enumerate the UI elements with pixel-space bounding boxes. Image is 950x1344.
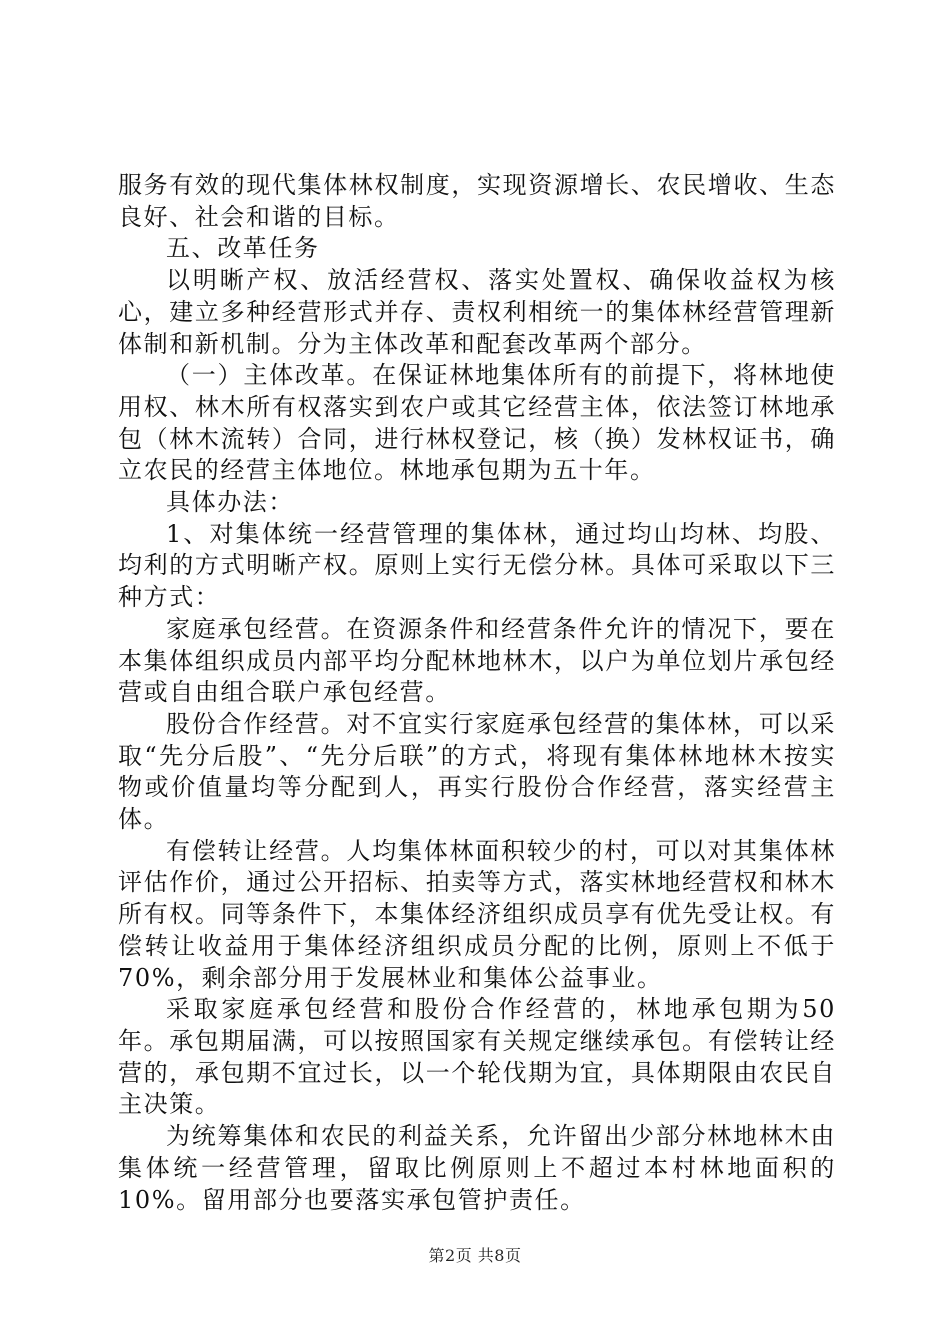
paragraph-7: 家庭承包经营。在资源条件和经营条件允许的情况下，要在本集体组织成员内部平均分配林地林木，以户为单位划片承包经营或自由组合联户承包经营。 (118, 614, 836, 707)
paragraph-11: 为统筹集体和农民的利益关系，允许留出少部分林地林木由集体统一经营管理，留取比例原则上不超过本村林地面积的10%。留用部分也要落实承包管护责任。 (118, 1122, 836, 1214)
paragraph-6: 1、对集体统一经营管理的集体林，通过均山均林、均股、均利的方式明晰产权。原则上实行无偿分林。具体可采取以下三种方式： (118, 519, 836, 612)
paragraph-1: 服务有效的现代集体林权制度，实现资源增长、农民增收、生态良好、社会和谐的目标。 (118, 171, 836, 231)
page-footer: 第2页 共8页 (428, 1246, 522, 1265)
document-body (118, 170, 836, 1216)
paragraph-9: 有偿转让经营。人均集体林面积较少的村，可以对其集体林评估作价，通过公开招标、拍卖等方式，落实林地经营权和林木所有权。同等条件下，本集体经济组织成员享有优先受让权。有偿转让收益用于集体经济组织成员分配的比例，原则上不低于70%，剩余部分用于发展林业和集体公益事业。 (118, 836, 836, 992)
section-heading: 五、改革任务 (166, 234, 320, 263)
paragraph-5: 具体办法： (166, 488, 294, 517)
paragraph-4: （一）主体改革。在保证林地集体所有的前提下，将林地使用权、林木所有权落实到农户或其它经营主体，依法签订林地承包（林木流转）合同，进行林权登记，核（换）发林权证书，确立农民的经营主体地位。林地承包期为五十年。 (118, 361, 836, 485)
paragraph-3: 以明晰产权、放活经营权、落实处置权、确保收益权为核心，建立多种经营形式并存、责权利相统一的集体林经营管理新体制和新机制。分为主体改革和配套改革两个部分。 (118, 266, 836, 358)
paragraph-8: 股份合作经营。对不宜实行家庭承包经营的集体林，可以采取“先分后股”、“先分后联”的方式，将现有集体林地林木按实物或价值量均等分配到人，再实行股份合作经营，落实经营主体。 (118, 709, 836, 834)
paragraph-10: 采取家庭承包经营和股份合作经营的，林地承包期为50年。承包期届满，可以按照国家有关规定继续承包。有偿转让经营的，承包期不宜过长，以一个轮伐期为宜，具体期限由农民自主决策。 (118, 995, 836, 1119)
